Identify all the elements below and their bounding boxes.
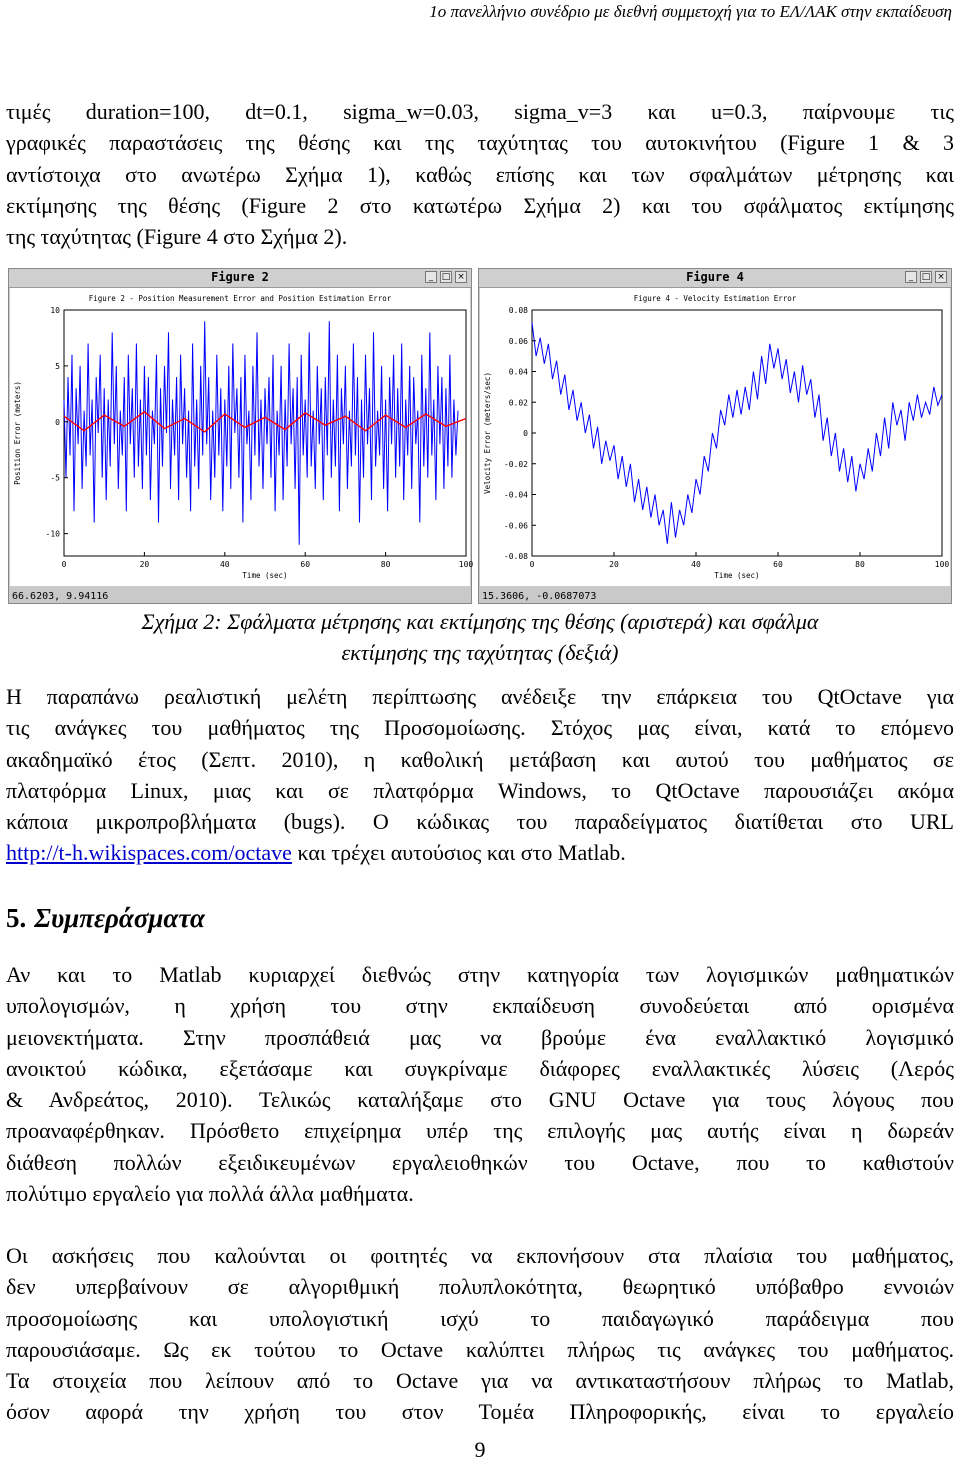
text-line: γραφικές παραστάσεις της θέσης και της ταχύτητας του αυτοκινήτου (Figure 1 & 3 bbox=[6, 130, 954, 156]
section-heading bbox=[6, 903, 205, 934]
text-line: ανοικτού κώδικα, εξετάσαμε και συγκρίναμε διάφορες εναλλακτικές λύσεις (Λερός bbox=[6, 1055, 954, 1081]
y-tick-label: 0.04 bbox=[508, 367, 528, 377]
y-tick-label: 0.08 bbox=[508, 306, 528, 315]
figure-caption-line: εκτίμησης της ταχύτητας (δεξιά) bbox=[341, 640, 619, 665]
x-tick-label: 100 bbox=[458, 560, 474, 569]
text-line bbox=[6, 837, 954, 868]
y-tick-label: 0.02 bbox=[508, 398, 528, 408]
maximize-icon[interactable]: □ bbox=[921, 272, 931, 282]
x-tick-label: 60 bbox=[300, 560, 311, 569]
figure-2-window-title: Figure 2 bbox=[211, 270, 269, 284]
figure-2-canvas bbox=[10, 288, 474, 586]
text-line: προσομοίωσης και υπολογιστική ισχύ το παιδαγωγικό παράδειγμα που bbox=[6, 1305, 954, 1331]
figure-4-window bbox=[478, 268, 952, 604]
y-tick-label: 5 bbox=[55, 361, 60, 371]
y-tick-label: -10 bbox=[45, 529, 60, 539]
y-tick-label: 0 bbox=[523, 429, 528, 438]
y-tick-label: -0.02 bbox=[503, 459, 528, 469]
text-line: υπολογισμών, η χρήση του στην εκπαίδευση συνοδεύεται από ορισμένα bbox=[6, 993, 954, 1019]
figure-4-canvas bbox=[480, 288, 950, 586]
text-line: Οι ασκήσεις που καλούνται οι φοιτητές να εκπονήσουν στα πλαίσια του μαθήματος, bbox=[6, 1243, 954, 1268]
position-error-chart bbox=[10, 288, 474, 586]
paragraph-qtoctave bbox=[6, 681, 954, 869]
figure-2-titlebar[interactable] bbox=[9, 269, 471, 288]
plot-frame bbox=[64, 310, 466, 556]
figure-4-titlebar[interactable] bbox=[479, 269, 951, 288]
page-number: 9 bbox=[474, 1437, 486, 1462]
text-after-link: και τρέχει αυτούσιος και στο Matlab. bbox=[291, 840, 626, 866]
text-line: Τα στοιχεία που λείπουν από το Octave για να αντικαταστήσουν πλήρως το Matlab, bbox=[6, 1368, 954, 1394]
text-line: ακαδημαϊκό έτος (Σεπτ. 2010), η καθολική μετάβαση και αυτού του μαθήματος σε bbox=[6, 746, 954, 772]
minimize-icon[interactable]: _ bbox=[905, 271, 917, 283]
x-tick-label: 20 bbox=[139, 560, 150, 569]
plot-frame bbox=[532, 310, 942, 556]
text-line: κάποια μικροπροβλήματα (bugs). Ο κώδικας του παραδείγματος διατίθεται στο URL bbox=[6, 809, 954, 835]
y-tick-label: 10 bbox=[50, 306, 60, 315]
paragraph-conclusions bbox=[6, 959, 954, 1209]
text-line: προαναφέρθηκαν. Πρόσθετο επιχείρημα υπέρ της επιλογής μας αυτής είναι η δωρεάν bbox=[6, 1118, 954, 1144]
close-icon[interactable]: × bbox=[455, 271, 467, 283]
paragraph-exercises bbox=[6, 1240, 954, 1428]
y-tick-label: -5 bbox=[50, 473, 60, 483]
chart-title: Figure 2 - Position Measurement Error and Position Estimation Error bbox=[88, 294, 392, 303]
text-line: μειονεκτήματα. Στην προσπάθειά μας να βρούμε ένα εναλλακτικό λογισμικό bbox=[6, 1024, 954, 1050]
x-tick-label: 80 bbox=[855, 560, 865, 569]
text-line: εκτίμησης της θέσης (Figure 2 στο κατωτέρω Σχήμα 2) και του σφάλματος εκτίμησης bbox=[6, 192, 954, 218]
x-tick-label: 0 bbox=[61, 560, 67, 569]
chart-title: Figure 4 - Velocity Estimation Error bbox=[633, 294, 797, 303]
octave-url-link[interactable]: http://t-h.wikispaces.com/octave bbox=[6, 840, 292, 866]
x-tick-label: 40 bbox=[691, 560, 701, 569]
figure-4-status: 15.3606, -0.0687073 bbox=[482, 591, 597, 602]
running-header: 1ο πανελλήνιο συνέδριο με διεθνή συμμετοχή για το ΕΛ/ΛΑΚ στην εκπαίδευση bbox=[429, 2, 952, 21]
section-title: Συμπεράσματα bbox=[34, 903, 205, 933]
x-tick-label: 0 bbox=[529, 560, 535, 569]
y-tick-label: -0.08 bbox=[503, 552, 528, 561]
text-line: της ταχύτητας (Figure 4 στο Σχήμα 2). bbox=[6, 224, 348, 250]
x-axis-label: Time (sec) bbox=[242, 571, 288, 580]
text-line: & Ανδρεάτος, 2010). Τελικώς καταλήξαμε στο GNU Octave για τους λόγους που bbox=[6, 1087, 954, 1113]
x-tick-label: 40 bbox=[219, 560, 230, 569]
text-line: τις ανάγκες του μαθήματος της Προσομοίωσης. Στόχος μας είναι, κατά το επόμενο bbox=[6, 715, 954, 741]
y-tick-label: 0 bbox=[55, 417, 60, 427]
text-line: τιμές duration=100, dt=0.1, sigma_w=0.03, sigma_v=3 και u=0.3, παίρνουμε τις bbox=[6, 99, 954, 124]
minimize-icon[interactable]: _ bbox=[425, 271, 437, 283]
x-axis-label: Time (sec) bbox=[714, 571, 760, 580]
x-tick-label: 20 bbox=[609, 560, 619, 569]
close-icon[interactable]: × bbox=[935, 271, 947, 283]
y-tick-label: -0.04 bbox=[503, 490, 528, 500]
text-line: αντίστοιχα στο ανωτέρω Σχήμα 1), καθώς επίσης και των σφαλμάτων μέτρησης και bbox=[6, 161, 954, 187]
x-tick-label: 60 bbox=[773, 560, 783, 569]
velocity-error-chart bbox=[480, 288, 950, 586]
figure-caption-line: Σχήμα 2: Σφάλματα μέτρησης και εκτίμησης της θέσης (αριστερά) και σφάλμα bbox=[141, 609, 819, 634]
text-line: Η παραπάνω ρεαλιστική μελέτη περίπτωσης ανέδειξε την επάρκεια του QtOctave για bbox=[6, 684, 954, 709]
text-line: πολύτιμο εργαλείο για πολλά άλλα μαθήματα. bbox=[6, 1181, 414, 1207]
maximize-icon[interactable]: □ bbox=[441, 272, 451, 282]
text-line: διάθεση πολλών εξειδικευμένων εργαλειοθηκών του Octave, που το καθιστούν bbox=[6, 1149, 954, 1175]
text-line: όσον αφορά την χρήση του στον Τομέα Πληροφορικής, είναι το εργαλείο bbox=[6, 1399, 954, 1425]
figure-2-window bbox=[8, 268, 472, 604]
text-line: Αν και το Matlab κυριαρχεί διεθνώς στην κατηγορία των λογισμικών μαθηματικών bbox=[6, 962, 954, 987]
x-tick-label: 80 bbox=[380, 560, 391, 569]
section-number: 5. bbox=[6, 903, 27, 933]
figure-2-status: 66.6203, 9.94116 bbox=[12, 591, 109, 602]
y-tick-label: 0.06 bbox=[508, 336, 528, 346]
figure-caption bbox=[0, 606, 960, 668]
y-tick-label: -0.06 bbox=[503, 521, 528, 531]
y-axis-label: Position Error (meters) bbox=[13, 381, 22, 485]
text-line: δεν υπερβαίνουν σε αλγοριθμική πολυπλοκότητα, θεωρητικό υπόβαθρο εννοιών bbox=[6, 1274, 954, 1300]
text-line: παρουσιάσαμε. Ως εκ τούτου το Octave καλύπτει πλήρως τις ανάγκες του μαθήματος. bbox=[6, 1336, 954, 1362]
y-axis-label: Velocity Error (meters/sec) bbox=[483, 372, 492, 494]
figure-4-window-title: Figure 4 bbox=[686, 270, 744, 284]
intro-paragraph bbox=[6, 96, 954, 252]
x-tick-label: 100 bbox=[934, 560, 950, 569]
text-line: πλατφόρμα Linux, μιας και σε πλατφόρμα Windows, το QtOctave παρουσιάζει ακόμα bbox=[6, 777, 954, 803]
